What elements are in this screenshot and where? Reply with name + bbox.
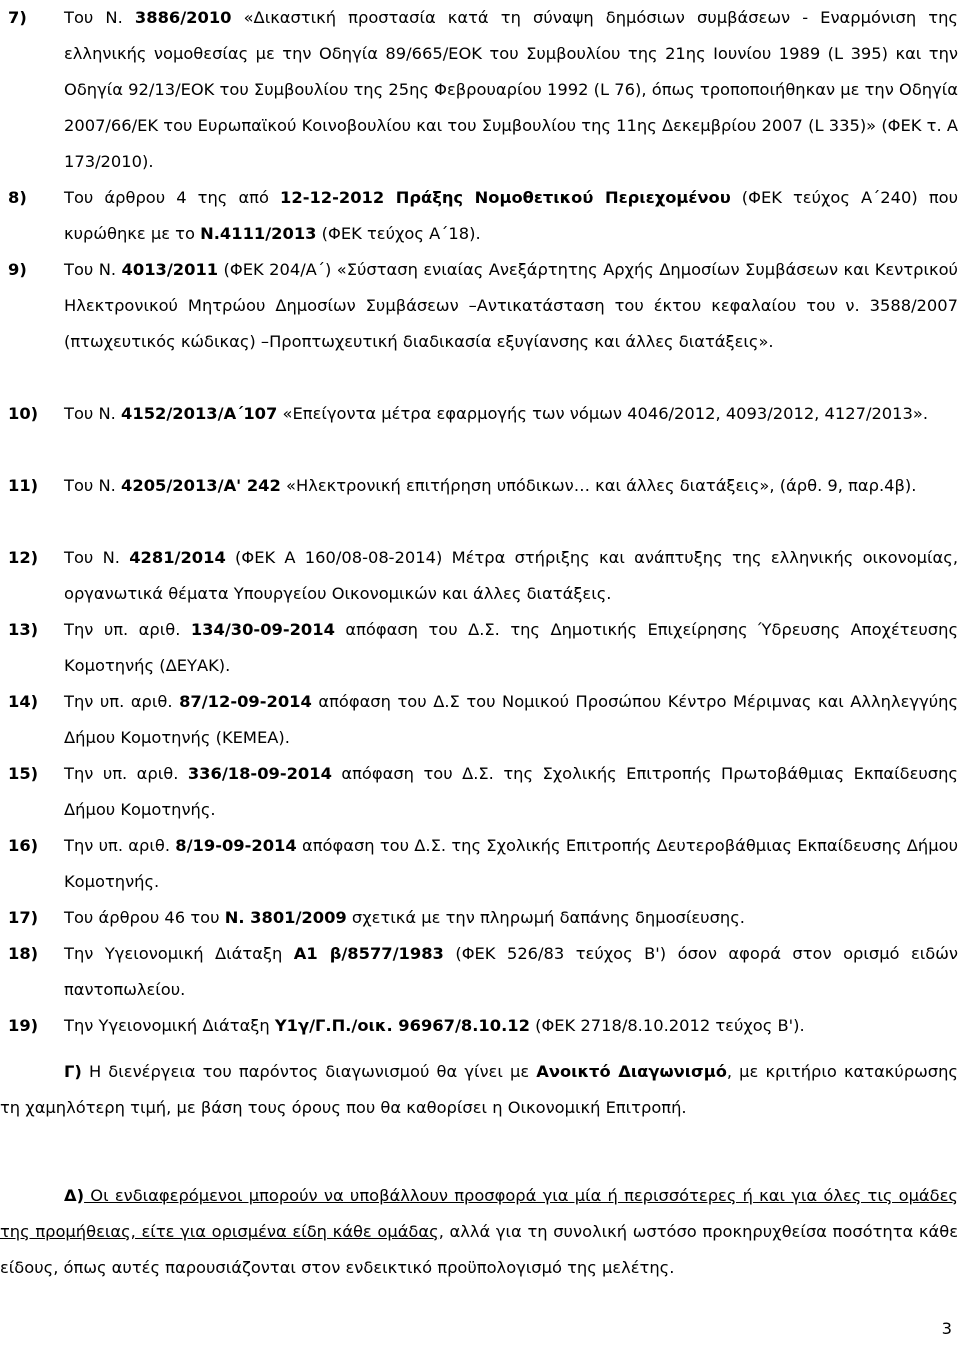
bold-text: 4205/2013/Α' 242: [121, 476, 281, 495]
list-item-text: [64, 1008, 958, 1044]
text: Την υπ. αριθ.: [64, 836, 176, 855]
text: «Ηλεκτρονική επιτήρηση υπόδικων… και άλλες διατάξεις», (άρθ. 9, παρ.4β).: [280, 476, 917, 495]
text: σχετικά με την πληρωμή δαπάνης δημοσίευσης.: [346, 908, 745, 927]
text: «Επείγοντα μέτρα εφαρμογής των νόμων 4046/2012, 4093/2012, 4127/2013».: [277, 404, 929, 423]
list-item-number: 8): [8, 188, 27, 207]
section-g-bold: Ανοικτό Διαγωνισμό: [536, 1062, 727, 1081]
list-item: [0, 540, 958, 612]
text: Του άρθρου 4 της από: [64, 188, 281, 207]
list-item: [0, 252, 958, 360]
list-item-number: 15): [8, 764, 39, 783]
text: Την υπ. αριθ.: [64, 692, 180, 711]
list-item-number: 10): [8, 404, 39, 423]
list-item-text: [64, 252, 958, 360]
page-number: 3: [941, 1319, 952, 1338]
list-item-text: [64, 684, 958, 756]
text: «Δικαστική προστασία κατά τη σύναψη δημόσιων συμβάσεων - Εναρμόνιση της ελληνικής νομοθεσίας με την Οδηγία 89/665/ΕΟΚ του Συμβουλίου της 21ης Ιουνίου 1989 (L 395) και την Οδηγία 92/13/ΕΟΚ του Συμβουλίου της 25ης Φεβρουαρίου 1992 (L 76), όπως τροποποιήθηκαν με την Οδηγία 2007/66/ΕΚ του Ευρωπαϊκού Κοινοβουλίου και του Συμβουλίου της 11ης Δεκεμβρίου 2007 (L 335)» (ΦΕΚ τ. Α 173/2010).: [64, 8, 958, 171]
list-item-number: 18): [8, 944, 39, 963]
list-item: [0, 396, 958, 432]
list-item: [0, 612, 958, 684]
bold-text: 12-12-2012 Πράξης Νομοθετικού Περιεχομένου: [280, 188, 731, 207]
text: (ΦΕΚ 2718/8.10.2012 τεύχος Β').: [529, 1016, 805, 1035]
list-item-text: [64, 828, 958, 900]
list-item-number: 9): [8, 260, 27, 279]
list-item: [0, 0, 958, 180]
text: Την υπ. αριθ.: [64, 620, 191, 639]
text: Του Ν.: [64, 476, 122, 495]
bold-text: 4281/2014: [129, 548, 226, 567]
list-item: [0, 1008, 958, 1044]
text: (ΦΕΚ 204/Α΄) «Σύσταση ενιαίας Ανεξάρτητης Αρχής Δημοσίων Συμβάσεων και Κεντρικού Ηλεκτρονικού Μητρώου Δημοσίων Συμβάσεων –Αντικατάσταση του έκτου κεφαλαίου του ν. 3588/2007 (πτωχευτικός κώδικας) –Προπτωχευτική διαδικασία εξυγίανσης και άλλες διατάξεις».: [64, 260, 958, 351]
text: Του Ν.: [64, 260, 122, 279]
list-item-number: 12): [8, 548, 39, 567]
list-item: [0, 756, 958, 828]
list-item: [0, 180, 958, 252]
section-d-label: Δ): [64, 1186, 85, 1205]
list-item-number: 7): [8, 8, 27, 27]
list-item: [0, 828, 958, 900]
section-d-rest: , αλλά για τη συνολική ωστόσο προκηρυχθείσα ποσότητα κάθε είδους, όπως αυτές παρουσιάζονται στον ενδεικτικό προϋπολογισμό της μελέτης.: [0, 1222, 958, 1277]
bold-text: Υ1γ/Γ.Π./οικ. 96967/8.10.12: [274, 1016, 530, 1035]
list-item: [0, 900, 958, 936]
text: (ΦΕΚ τεύχος Α΄18).: [316, 224, 481, 243]
list-item-text: [64, 540, 958, 612]
bold-text: 87/12-09-2014: [179, 692, 312, 711]
text: (ΦΕΚ Α 160/08-08-2014) Μέτρα στήριξης και ανάπτυξης της ελληνικής οικονομίας, οργανωτικά θέματα Υπουργείου Οικονομικών και άλλες διατάξεις.: [64, 548, 958, 603]
text: Την Υγειονομική Διάταξη: [64, 944, 294, 963]
text: απόφαση του Δ.Σ. της Δημοτικής Επιχείρησης Ύδρευσης Αποχέτευσης Κομοτηνής (ΔΕΥΑΚ).: [64, 620, 958, 675]
bold-text: 3886/2010: [134, 8, 232, 27]
section-d-underlined: Οι ενδιαφερόμενοι μπορούν να υποβάλλουν προσφορά για μία ή περισσότερες ή και για όλες τις ομάδες της προμήθειας, είτε για ορισμένα είδη κάθε ομάδας: [0, 1186, 958, 1241]
text: (ΦΕΚ τεύχος Α΄240) που κυρώθηκε με το: [64, 188, 959, 243]
list-item-text: [64, 468, 958, 504]
list-item-text: [64, 612, 958, 684]
bold-text: Ν.4111/2013: [200, 224, 317, 243]
list-item-number: 16): [8, 836, 39, 855]
list-item-text: [64, 0, 958, 180]
text: (ΦΕΚ 526/83 τεύχος Β') όσον αφορά στον ορισμό ειδών παντοπωλείου.: [64, 944, 958, 999]
list-item-text: [64, 756, 958, 828]
list-item: [0, 936, 958, 1008]
text: απόφαση του Δ.Σ του Νομικού Προσώπου Κέντρο Μέριμνας και Αλληλεγγύης Δήμου Κομοτηνής (ΚΕΜΕΑ).: [64, 692, 959, 747]
bold-text: 4152/2013/Α΄107: [121, 404, 278, 423]
list-item: [0, 684, 958, 756]
text: Του άρθρου 46 του: [64, 908, 225, 927]
bold-text: Α1 β/8577/1983: [293, 944, 444, 963]
list-item-text: [64, 936, 958, 1008]
list-item: [0, 468, 958, 504]
list-item-text: [64, 396, 958, 432]
text: Του Ν.: [64, 404, 122, 423]
list-item-number: 17): [8, 908, 39, 927]
text: Του Ν.: [64, 548, 130, 567]
list-item-number: 14): [8, 692, 39, 711]
list-item-text: [64, 180, 958, 252]
bold-text: Ν. 3801/2009: [224, 908, 347, 927]
section-d-paragraph: [0, 1178, 958, 1286]
section-g-label: Γ): [64, 1062, 82, 1081]
list-item-number: 19): [8, 1016, 39, 1035]
section-g-text-2: , με κριτήριο κατακύρωσης τη χαμηλότερη τιμή, με βάση τους όρους που θα καθορίσει η Οικονομική Επιτροπή.: [0, 1062, 958, 1117]
list-item-number: 11): [8, 476, 39, 495]
bold-text: 134/30-09-2014: [190, 620, 335, 639]
section-g-paragraph: [0, 1054, 958, 1126]
text: απόφαση του Δ.Σ. της Σχολικής Επιτροπής Πρωτοβάθμιας Εκπαίδευσης Δήμου Κομοτηνής.: [64, 764, 958, 819]
section-g-text-1: Η διενέργεια του παρόντος διαγωνισμού θα γίνει με: [81, 1062, 537, 1081]
bold-text: 8/19-09-2014: [175, 836, 297, 855]
bold-text: 336/18-09-2014: [187, 764, 332, 783]
text: Την υπ. αριθ.: [64, 764, 188, 783]
list-item-number: 13): [8, 620, 39, 639]
text: Την Υγειονομική Διάταξη: [64, 1016, 275, 1035]
list-item-text: [64, 900, 958, 936]
text: Του Ν.: [64, 8, 135, 27]
bold-text: 4013/2011: [121, 260, 219, 279]
text: απόφαση του Δ.Σ. της Σχολικής Επιτροπής Δευτεροβάθμιας Εκπαίδευσης Δήμου Κομοτηνής.: [64, 836, 958, 891]
